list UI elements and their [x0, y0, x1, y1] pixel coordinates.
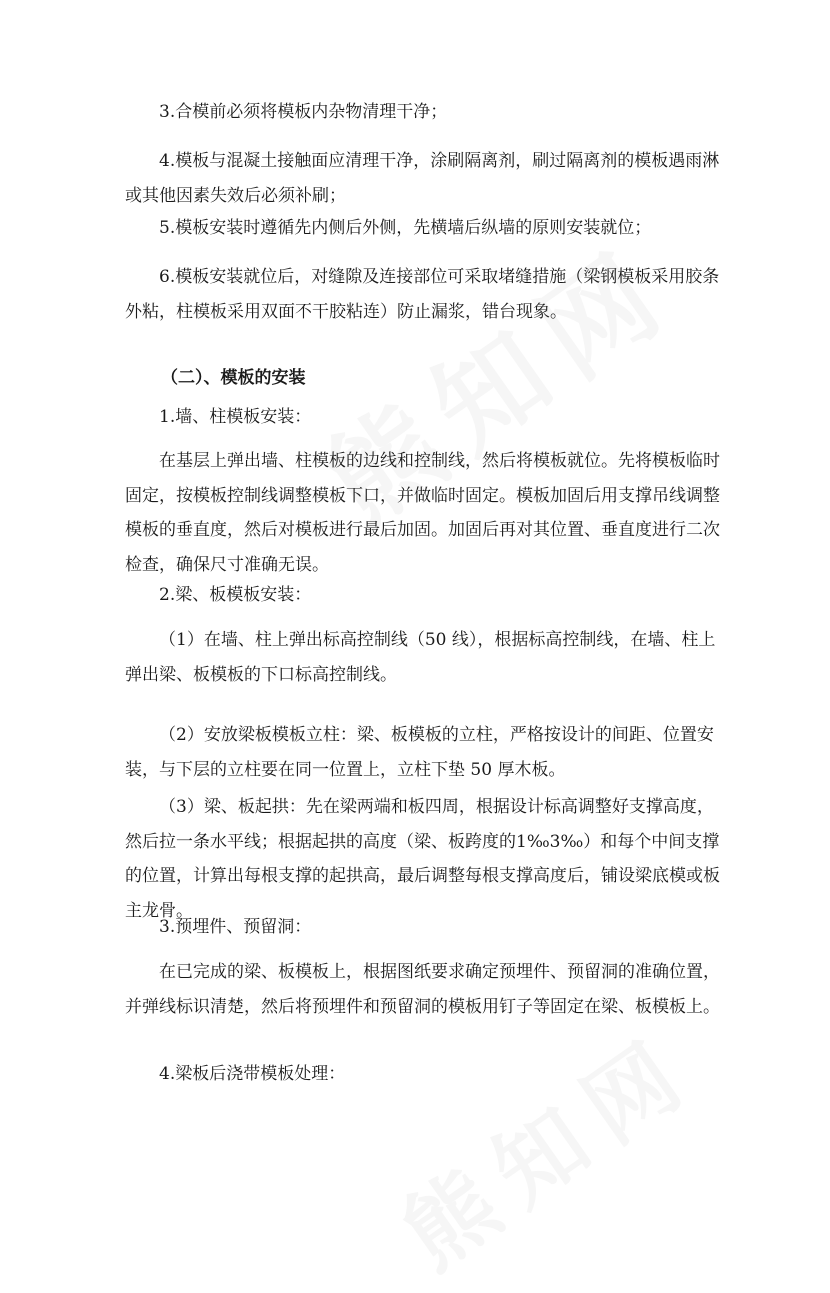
paragraph-beam-slab-3: （3）梁、板起拱：先在梁两端和板四周，根据设计标高调整好支撑高度，然后拉一条水平线；根据起拱的高度（梁、板跨度的1‰3‰）和每个中间支撑的位置，计算出每根支撑的起拱高，最后调整每根支撑高度后，铺设梁底模或板主龙骨。 [125, 797, 720, 921]
paragraph-step-4: 4.模板与混凝土接触面应清理干净，涂刷隔离剂，刷过隔离剂的模板遇雨淋或其他因素失效后必须补刷； [125, 151, 720, 206]
paragraph-embedded: 在已完成的梁、板模板上，根据图纸要求确定预埋件、预留洞的准确位置，并弹线标识清楚，然后将预埋件和预留洞的模板用钉子等固定在梁、板模板上。 [125, 962, 720, 1017]
paragraph-beam-slab-2: （2）安放梁板模板立柱：梁、板模板的立柱，严格按设计的间距、位置安装，与下层的立柱要在同一位置上，立柱下垫 50 厚木板。 [125, 725, 714, 780]
paragraph-step-3: 3.合模前必须将模板内杂物清理干净； [159, 102, 448, 122]
section-heading: （二）、模板的安装 [161, 368, 306, 388]
subheading-post-pour-strip: 4.梁板后浇带模板处理： [159, 1064, 346, 1084]
paragraph-step-6: 6.模板安装就位后，对缝隙及连接部位可采取堵缝措施（梁钢模板采用胶条外粘，柱模板采用双面不干胶粘连）防止漏浆，错台现象。 [125, 267, 720, 322]
subheading-beam-slab: 2.梁、板模板安装： [159, 585, 312, 605]
paragraph-beam-slab-1: （1）在墙、柱上弹出标高控制线（50 线），根据标高控制线，在墙、柱上弹出梁、板模板的下口标高控制线。 [125, 630, 716, 685]
watermark [373, 997, 718, 1293]
subheading-embedded: 3.预埋件、预留洞： [159, 917, 312, 937]
subheading-wall-column: 1.墙、柱模板安装： [159, 407, 312, 427]
paragraph-step-5: 5.模板安装时遵循先内侧后外侧，先横墙后纵墙的原则安装就位； [159, 218, 652, 238]
paragraph-wall-column: 在基层上弹出墙、柱模板的边线和控制线，然后将模板就位。先将模板临时固定，按模板控制线调整模板下口，并做临时固定。模板加固后用支撑吊线调整模板的垂直度，然后对模板进行最后加固。加固后再对其位置、垂直度进行二次检查，确保尺寸准确无误。 [125, 451, 720, 575]
